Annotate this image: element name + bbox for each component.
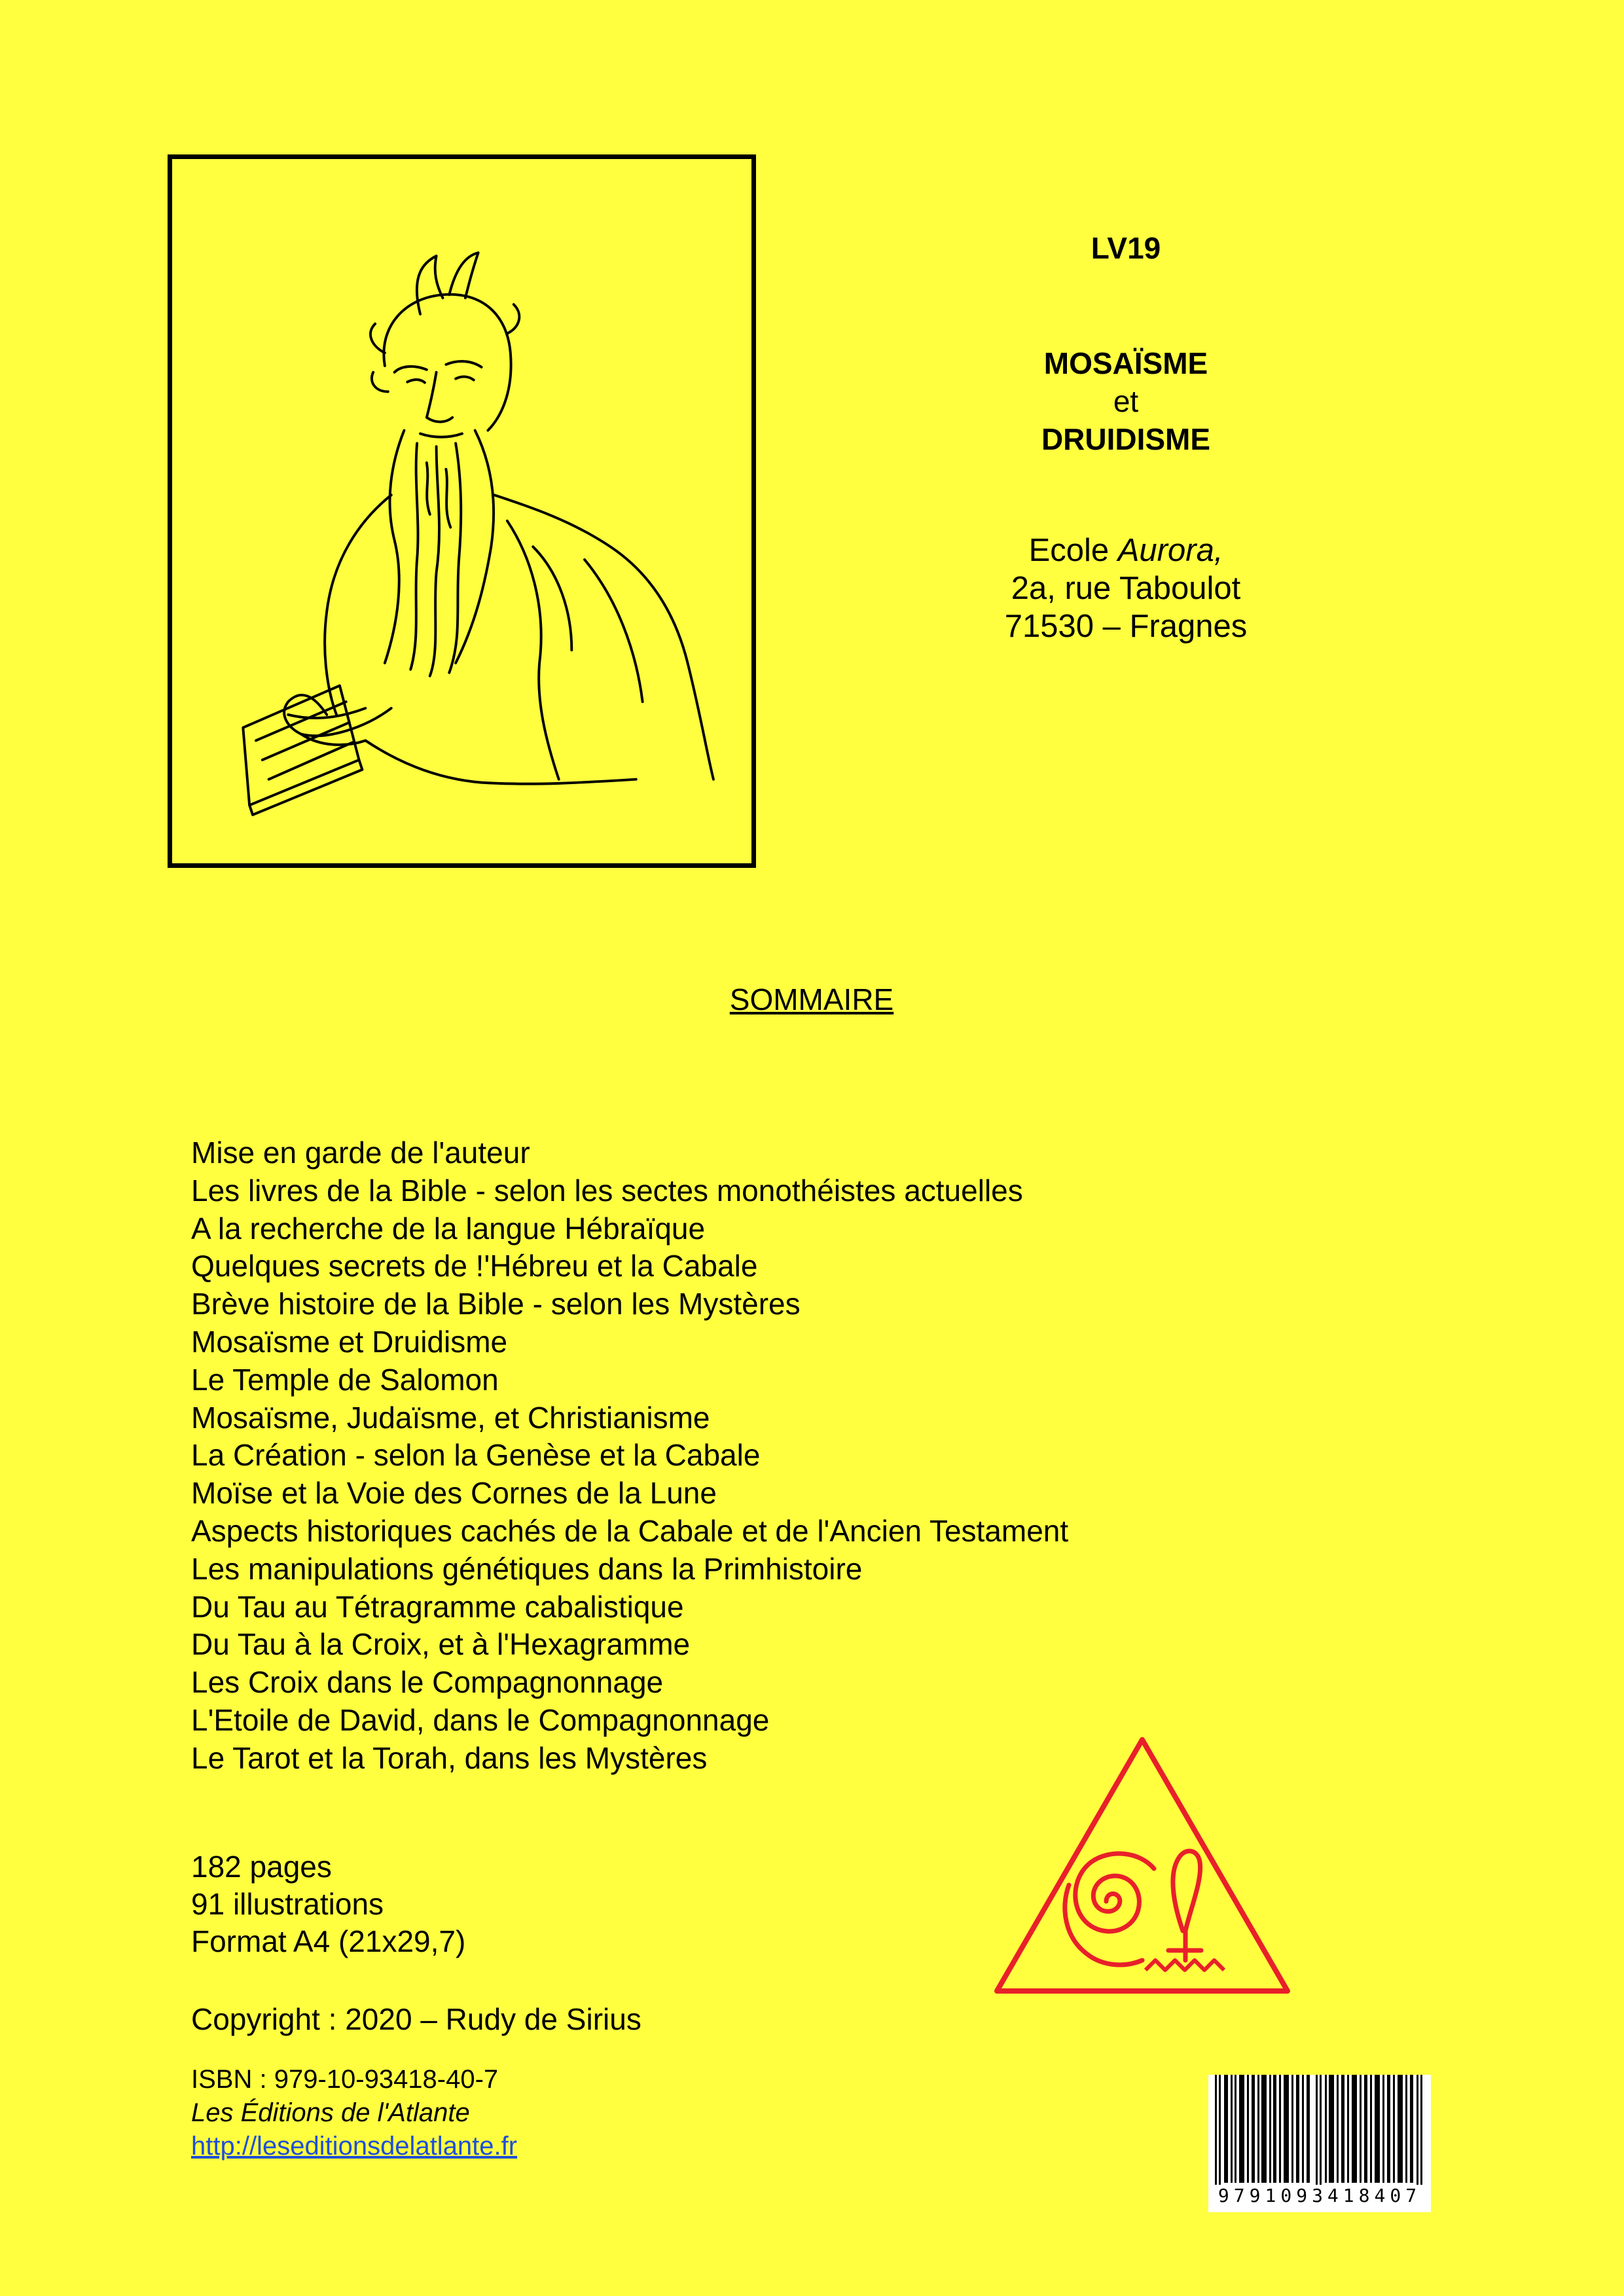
toc-item: Mosaïsme, Judaïsme, et Christianisme [191,1400,710,1435]
toc-item: Les Croix dans le Compagnonnage [191,1665,664,1700]
address-line2: 2a, rue Taboulot [1011,571,1241,606]
toc-item: Du Tau au Tétragramme cabalistique [191,1589,684,1624]
sommaire-heading: SOMMAIRE [729,982,894,1016]
moses-illustration-frame [168,154,756,868]
book-specs [191,1848,465,1960]
school-name: Aurora, [1117,533,1223,568]
page-count: 182 pages [191,1850,332,1884]
format: Format A4 (21x29,7) [191,1924,466,1958]
book-title-line1: MOSAÏSME [1043,346,1208,380]
publisher-link[interactable]: http://leseditionsdelatlante.fr [191,2132,518,2161]
moses-illustration [172,159,751,863]
toc-item: A la recherche de la langue Hébraïque [191,1211,706,1246]
toc-item: Mise en garde de l'auteur [191,1136,530,1170]
toc-item: Brève histoire de la Bible - selon les Mystères [191,1287,801,1321]
toc-item: Mosaïsme et Druidisme [191,1324,508,1359]
publication-info [191,2063,517,2163]
book-title-line3: DRUIDISME [1041,422,1211,456]
isbn: ISBN : 979-10-93418-40-7 [191,2065,499,2094]
barcode-digits: 9791093418407 [1208,2185,1431,2211]
toc-item: Le Tarot et la Torah, dans les Mystères [191,1740,708,1775]
illustration-count: 91 illustrations [191,1887,384,1921]
toc-item: L'Etoile de David, dans le Compagnonnage [191,1702,770,1737]
toc-item: Du Tau à la Croix, et à l'Hexagramme [191,1627,691,1662]
publisher-logo [992,1734,1293,1996]
toc-item: La Création - selon la Genèse et la Cabale [191,1438,761,1473]
publisher-name: Les Éditions de l'Atlante [191,2098,470,2127]
address-line1: Ecole Aurora, [1028,533,1223,568]
toc-item: Aspects historiques cachés de la Cabale et de l'Ancien Testament [191,1513,1069,1548]
toc-item: Moïse et la Voie des Cornes de la Lune [191,1476,717,1511]
toc-item: Les manipulations génétiques dans la Primhistoire [191,1551,863,1586]
address-line3: 71530 – Fragnes [1004,609,1248,644]
book-code: LV19 [1091,231,1161,265]
table-of-contents [191,1134,1238,1778]
toc-item: Les livres de la Bible - selon les sectes monothéistes actuelles [191,1173,1023,1208]
book-title-line2: et [1113,384,1139,418]
toc-item: Le Temple de Salomon [191,1362,499,1397]
address-block [884,531,1368,645]
copyright: Copyright : 2020 – Rudy de Sirius [191,2002,641,2036]
toc-item: Quelques secrets de !'Hébreu et la Cabale [191,1249,758,1283]
